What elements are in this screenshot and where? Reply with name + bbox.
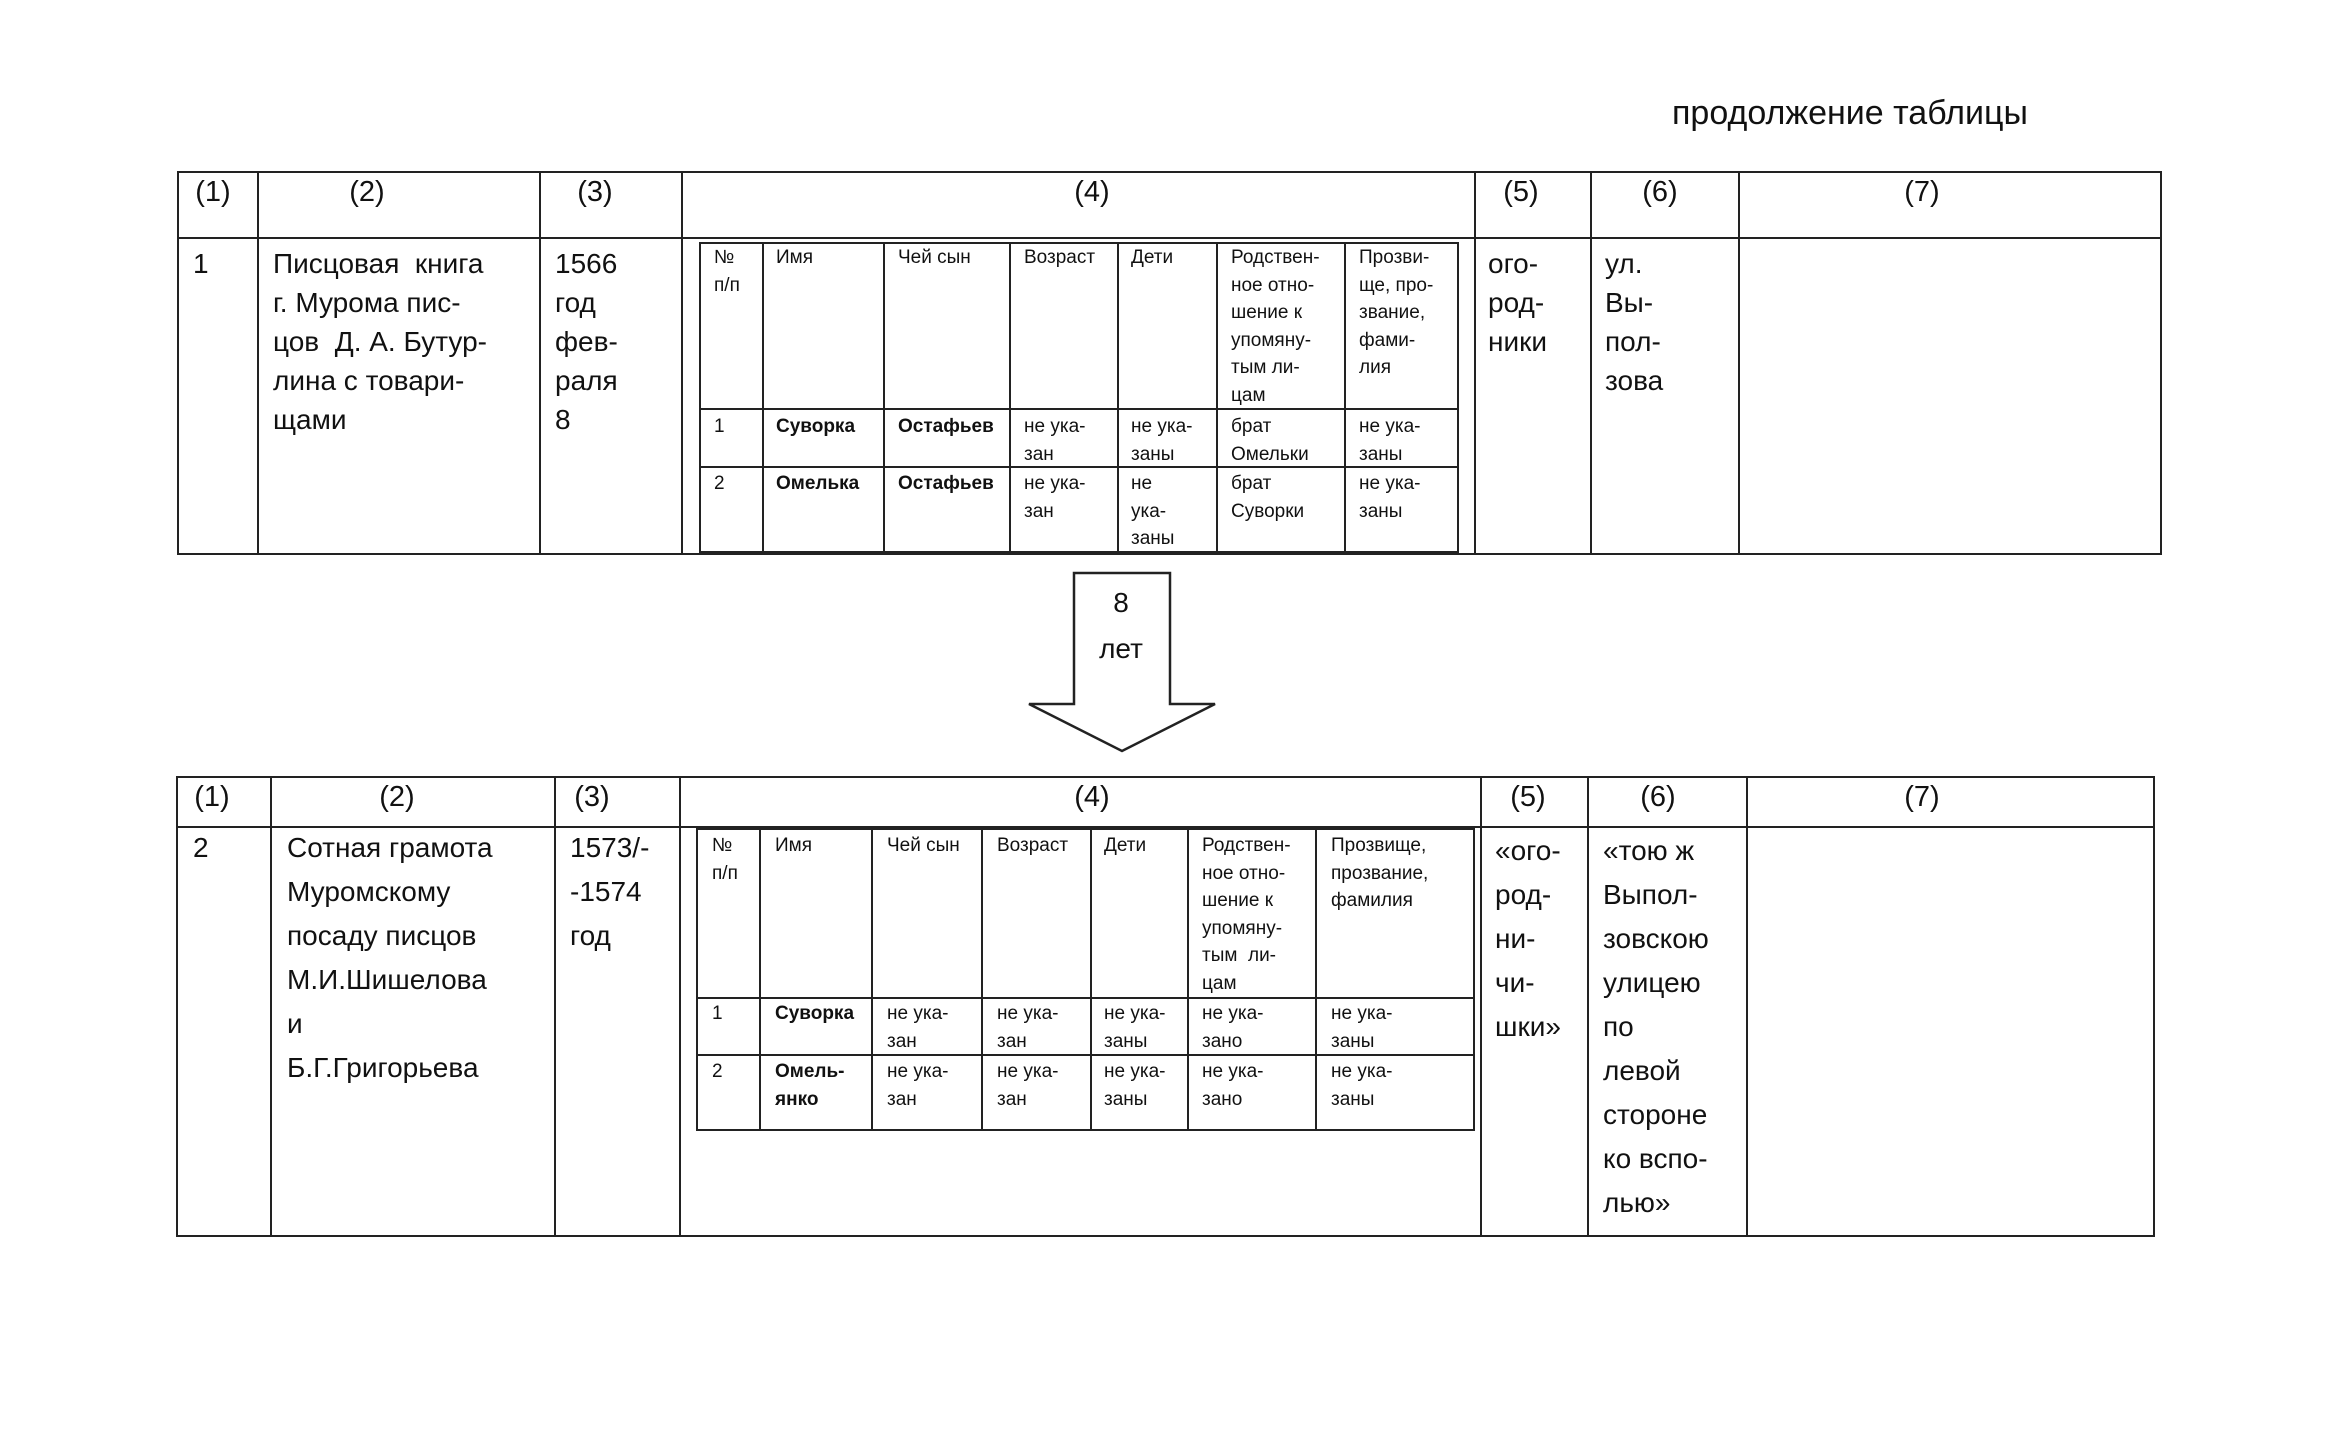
subtable-header-kinship: Родствен- ное отно- шение к упомяну- тым ли- цам	[1202, 835, 1291, 994]
record-street: «тою ж Выпол- зовскою улицею по левой стороне ко вспо- лью»	[1603, 835, 1709, 1218]
time-gap-unit: лет	[1099, 633, 1143, 664]
person-kinship: брат Суворки	[1231, 473, 1305, 522]
subtable-header-patronymic: Чей сын	[887, 835, 960, 856]
person-patronymic: не ука- зан	[887, 1003, 949, 1052]
column-header-5: (5)	[1510, 781, 1546, 813]
subtable-header-nickname: Прозви- ще, про- звание, фами- лия	[1359, 247, 1434, 378]
column-header-1: (1)	[194, 781, 230, 813]
record-street: ул. Вы- пол- зова	[1605, 248, 1664, 396]
person-kinship: не ука- зано	[1202, 1061, 1264, 1110]
subtable-header-age: Возраст	[1024, 247, 1096, 268]
person-patronymic: Остафьев	[898, 416, 994, 437]
subtable-header-patronymic: Чей сын	[898, 247, 971, 268]
record-number: 2	[193, 832, 209, 863]
person-nickname: не ука- заны	[1331, 1061, 1393, 1110]
person-children: не ука- заны	[1131, 416, 1193, 465]
column-header-6: (6)	[1642, 176, 1678, 208]
column-header-3: (3)	[577, 176, 613, 208]
time-gap-years: 8	[1113, 587, 1129, 618]
person-name: Суворка	[775, 1003, 855, 1024]
subtable-header-nickname: Прозвище, прозвание, фамилия	[1331, 835, 1429, 911]
subtable-header-children: Дети	[1131, 247, 1174, 268]
person-number: 1	[714, 416, 725, 437]
subtable-header-name: Имя	[776, 247, 814, 268]
record-number: 1	[193, 248, 209, 279]
person-number: 1	[712, 1003, 723, 1024]
column-header-3: (3)	[574, 781, 610, 813]
person-patronymic: Остафьев	[898, 473, 994, 494]
person-age: не ука- зан	[997, 1061, 1059, 1110]
column-header-2: (2)	[349, 176, 385, 208]
subtable-header-name: Имя	[775, 835, 813, 856]
column-header-2: (2)	[379, 781, 415, 813]
person-nickname: не ука- заны	[1359, 416, 1421, 465]
subtable-header-number: № п/п	[712, 835, 738, 884]
person-age: не ука- зан	[1024, 416, 1086, 465]
person-age: не ука- зан	[1024, 473, 1086, 522]
column-header-5: (5)	[1503, 176, 1539, 208]
person-number: 2	[714, 473, 725, 494]
record-source: Писцовая книга г. Мурома пис- цов Д. А. Бутур- лина с товари- щами	[273, 248, 487, 435]
record-source: Сотная грамота Муромскому посаду писцов М.И.Шишелова и Б.Г.Григорьева	[287, 832, 493, 1083]
record-occupation: ого- род- ники	[1488, 248, 1547, 357]
record-occupation: «ого- род- ни- чи- шки»	[1495, 835, 1561, 1042]
person-name: Омель- янко	[775, 1061, 845, 1110]
column-header-1: (1)	[195, 176, 231, 208]
subtable-header-age: Возраст	[997, 835, 1069, 856]
column-header-4: (4)	[1074, 781, 1110, 813]
person-kinship: брат Омельки	[1231, 416, 1309, 465]
record-date: 1566 год фев- раля 8	[555, 248, 618, 435]
person-age: не ука- зан	[997, 1003, 1059, 1052]
column-header-7: (7)	[1904, 781, 1940, 813]
person-patronymic: не ука- зан	[887, 1061, 949, 1110]
column-header-6: (6)	[1640, 781, 1676, 813]
person-children: не ука- заны	[1131, 473, 1175, 549]
table-continuation-caption: продолжение таблицы	[1672, 94, 2028, 132]
person-name: Суворка	[776, 416, 856, 437]
record-date: 1573/- -1574 год	[570, 832, 650, 951]
person-nickname: не ука- заны	[1331, 1003, 1393, 1052]
column-header-7: (7)	[1904, 176, 1940, 208]
person-children: не ука- заны	[1104, 1061, 1166, 1110]
person-nickname: не ука- заны	[1359, 473, 1421, 522]
person-name: Омелька	[776, 473, 860, 494]
column-header-4: (4)	[1074, 176, 1110, 208]
subtable-header-kinship: Родствен- ное отно- шение к упомяну- тым ли- цам	[1231, 247, 1320, 406]
person-children: не ука- заны	[1104, 1003, 1166, 1052]
person-number: 2	[712, 1061, 723, 1082]
subtable-header-children: Дети	[1104, 835, 1147, 856]
person-kinship: не ука- зано	[1202, 1003, 1264, 1052]
subtable-header-number: № п/п	[714, 247, 740, 296]
